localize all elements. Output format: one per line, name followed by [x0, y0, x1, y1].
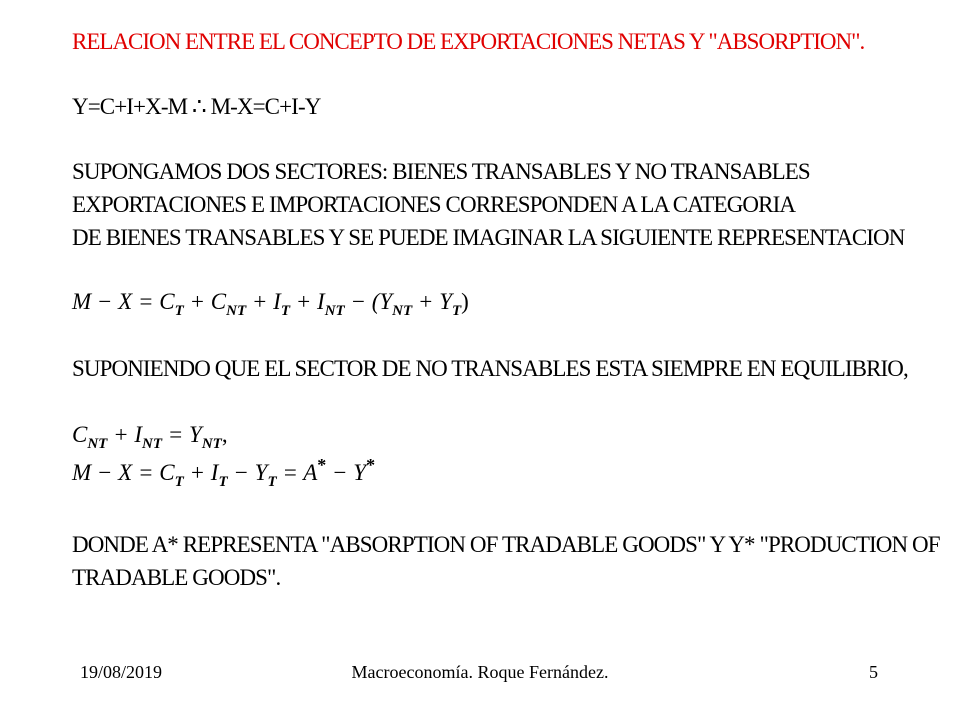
eq-subscript: T	[451, 303, 462, 319]
eq-term: = Y	[167, 422, 202, 447]
eq-term: C	[72, 422, 88, 447]
eq-term: + I	[251, 289, 281, 314]
eq-term: )	[461, 289, 469, 314]
identity-equation: Y=C+I+X-M ∴ M-X=C+I-Y	[72, 94, 321, 119]
eq-subscript: NT	[201, 436, 222, 452]
eq-subscript: T	[174, 474, 184, 490]
slide-title: RELACION ENTRE EL CONCEPTO DE EXPORTACIONES NETAS Y "ABSORPTION".	[72, 29, 865, 54]
eq-subscript: NT	[392, 303, 413, 319]
eq-term: + I	[113, 422, 143, 447]
eq-term: + I	[189, 460, 219, 485]
paragraph-line: SUPONIENDO QUE EL SECTOR DE NO TRANSABLES ESTA SIEMPRE EN EQUILIBRIO,	[72, 356, 908, 381]
footer-author: Macroeconomía. Roque Fernández.	[351, 662, 609, 682]
eq-subscript: NT	[87, 436, 108, 452]
paragraph-line: DONDE A* REPRESENTA "ABSORPTION OF TRADABLE GOODS" Y Y* "PRODUCTION OF	[72, 532, 940, 557]
eq-subscript: T	[174, 303, 184, 319]
equation-tradables	[72, 289, 469, 319]
footer-date: 19/08/2019	[80, 662, 163, 682]
eq-term: = A	[282, 460, 318, 485]
paragraph-line: TRADABLE GOODS".	[72, 565, 281, 590]
eq-term: − Y	[233, 460, 268, 485]
eq-term: + I	[295, 289, 325, 314]
eq-term: + Y	[417, 289, 452, 314]
equation-absorption	[72, 455, 376, 490]
eq-term: M − X = C	[72, 289, 175, 314]
eq-subscript: NT	[142, 436, 163, 452]
eq-term: ,	[221, 422, 228, 447]
paragraph-line: SUPONGAMOS DOS SECTORES: BIENES TRANSABLES Y NO TRANSABLES	[72, 159, 810, 184]
eq-subscript: NT	[226, 303, 247, 319]
eq-term: − Y	[332, 460, 367, 485]
eq-subscript: T	[267, 474, 277, 490]
eq-subscript: T	[280, 303, 290, 319]
eq-superscript: *	[317, 455, 327, 475]
eq-superscript: *	[366, 455, 376, 475]
eq-subscript: T	[218, 474, 228, 490]
equation-nontradables	[72, 422, 228, 452]
eq-term: − (Y	[350, 289, 393, 314]
paragraph-line: EXPORTACIONES E IMPORTACIONES CORRESPONDEN A LA CATEGORIA	[72, 192, 796, 217]
eq-term: + C	[189, 289, 227, 314]
paragraph-line: DE BIENES TRANSABLES Y SE PUEDE IMAGINAR LA SIGUIENTE REPRESENTACION	[72, 225, 905, 250]
eq-subscript: NT	[324, 303, 345, 319]
eq-term: M − X = C	[72, 460, 175, 485]
footer-page-number: 5	[869, 662, 878, 682]
